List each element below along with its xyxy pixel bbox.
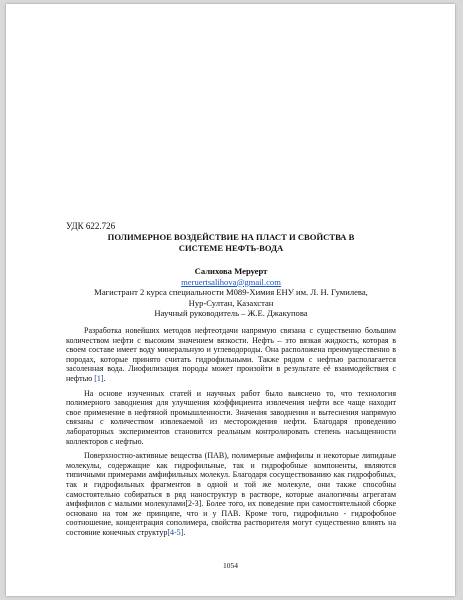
- paragraph-1: Разработка новейших методов нефтеотдачи напрямую связана с существенно большим количеством нефти с высоким значением вязкости. Нефть – это вязкая жидкость, которая в своем составе имеет воду минеральную и углеводороды. Она расположена преимущественно в породах, которые принято считать гидрофильными. Также рядом с нефтью располагается засоленная вода. Лиофилизация породы может произойти в результате её взаимодействия с нефтью [1].: [66, 326, 396, 383]
- paragraph-2: На основе изученных статей и научных работ было выяснено то, что технология полимерного заводнения для улучшения коэффициента извлечения нефти все чаще находит свое применение в нефтяной промышленности. Значения заводнения и вытеснения напрямую связаны с количеством извлекаемой из месторождения нефти. Благодаря проведению лабораторных экспериментов становится реальным контролировать степень насыщенности коллекторов с нефтью.: [66, 388, 396, 446]
- citation: [1]: [94, 373, 104, 383]
- document-page: [6, 4, 455, 596]
- paper-title: [66, 232, 396, 254]
- author-block: [66, 266, 396, 319]
- email-line: [66, 277, 396, 288]
- affiliation: Магистрант 2 курса специальности М089-Химия ЕНУ им. Л. Н. Гумилева,: [94, 287, 368, 298]
- udk-code: УДК 622.726: [66, 221, 116, 231]
- paragraph-3: Поверхностно-активные вещества (ПАВ), полимерные амфифилы и некоторые липидные молекулы, содержащие как гидрофильные, так и гидрофобные компоненты, являются типичными примерами амфифильных молекул. Благодаря сосуществованию как гидрофобных, так и гидрофильных фрагментов в одной и той же молекуле, они также способны самостоятельно собираться в ряд наноструктур в растворе, которые аналогичны агрегатам амфифилов с малыми молекулами[2-3]. Более того, их поведение при самостоятельной сборке основано на том же принципе, что и у ПАВ. Кроме того, гидрофильно - гидрофобное соотношение, концентрация сополимера, свойства растворителя могут существенно влиять на состояние конечных структур[4-5].: [66, 451, 396, 537]
- page-number: 1054: [223, 561, 238, 570]
- author-name: Салихова Меруерт: [194, 266, 268, 276]
- title-line-1: ПОЛИМЕРНОЕ ВОЗДЕЙСТВИЕ НА ПЛАСТ И СВОЙСТВА В: [107, 232, 355, 242]
- title-line-2: СИСТЕМЕ НЕФТЬ-ВОДА: [178, 243, 284, 253]
- body-text: [66, 326, 396, 542]
- citation: [4-5]: [167, 527, 184, 537]
- author-email-link[interactable]: meruertsalihova@gmail.com: [181, 276, 281, 287]
- supervisor: Научный руководитель – Ж.Е. Джакупова: [154, 308, 308, 319]
- location: Нур-Султан, Казахстан: [188, 297, 274, 308]
